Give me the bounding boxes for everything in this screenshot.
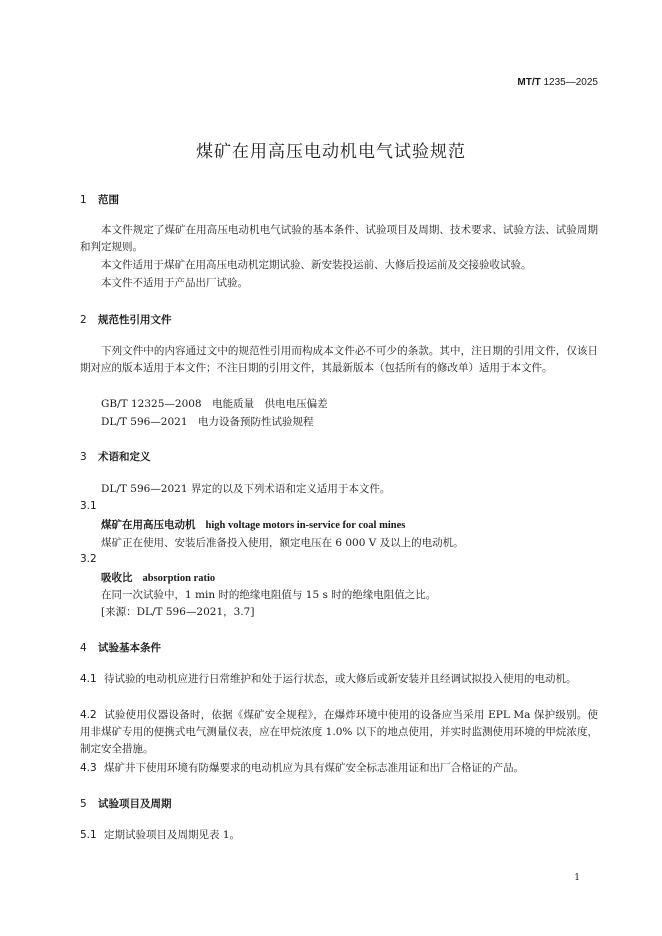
clause-4-1: 4.1 待试验的电动机应进行日常维护和处于运行状态，或大修后或新安装并且经调试拟投入使用的电动机。 xyxy=(80,673,577,685)
reference-item: GB/T 12325—2008 电能质量 供电电压偏差 xyxy=(101,398,328,410)
term-definition: 在同一次试验中，1 min 时的绝缘电阻值与 15 s 时的绝缘电阻值之比。 xyxy=(101,589,437,601)
term-title: 吸收比 absorption ratio xyxy=(101,572,216,584)
term-definition: 煤矿正在使用、安装后准备投入使用，额定电压在 6 000 V 及以上的电动机。 xyxy=(101,537,464,549)
term-number: 3.1 xyxy=(80,500,97,512)
document-title: 煤矿在用高压电动机电气试验规范 xyxy=(196,142,466,162)
section-1-paragraph-2: 本文件适用于煤矿在用高压电动机定期试验、新安装投运前、大修后投运前及交接验收试验。 xyxy=(101,259,532,271)
page-number: 1 xyxy=(574,873,580,883)
section-1-paragraph-1: 本文件规定了煤矿在用高压电动机电气试验的基本条件、试验项目及周期、技术要求、试验方法、试验周期和判定规则。 xyxy=(80,224,598,253)
section-3-heading: 3 术语和定义 xyxy=(80,451,151,463)
term-title: 煤矿在用高压电动机 high voltage motors in-service for coal mines xyxy=(101,519,406,531)
clause-4-3: 4.3 煤矿井下使用环境有防爆要求的电动机应为具有煤矿安全标志准用证和出厂合格证的产品。 xyxy=(80,762,524,774)
clause-4-2: 4.2 试验使用仪器设备时，依据《煤矿安全规程》，在爆炸环境中使用的设备应当采用 EPL Ma 保护级别。使用非煤矿专用的便携式电气测量仪表，应在甲烷浓度 1.0% 以下的地点使用，并实时监测使用环境的甲烷浓度，制定安全措施。 xyxy=(80,709,598,755)
term-number: 3.2 xyxy=(80,553,97,565)
section-1-heading: 1 范围 xyxy=(80,194,119,206)
term-source: [来源：DL/T 596—2021，3.7] xyxy=(101,606,255,618)
reference-item: DL/T 596—2021 电力设备预防性试验规程 xyxy=(101,416,314,428)
section-2-paragraph-1: 下列文件中的内容通过文中的规范性引用而构成本文件必不可少的条款。其中，注日期的引用文件，仅该日期对应的版本适用于本文件；不注日期的引用文件，其最新版本（包括所有的修改单）适用于本文件。 xyxy=(80,345,598,374)
section-2-heading: 2 规范性引用文件 xyxy=(80,314,172,326)
section-5-heading: 5 试验项目及周期 xyxy=(80,798,172,810)
section-1-paragraph-3: 本文件不适用于产品出厂试验。 xyxy=(101,277,248,289)
clause-5-1: 5.1 定期试验项目及周期见表 1。 xyxy=(80,829,241,841)
section-3-intro: DL/T 596—2021 界定的以及下列术语和定义适用于本文件。 xyxy=(101,483,391,495)
section-4-heading: 4 试验基本条件 xyxy=(80,642,161,654)
standard-code: MT/T 1235—2025 xyxy=(517,77,598,88)
